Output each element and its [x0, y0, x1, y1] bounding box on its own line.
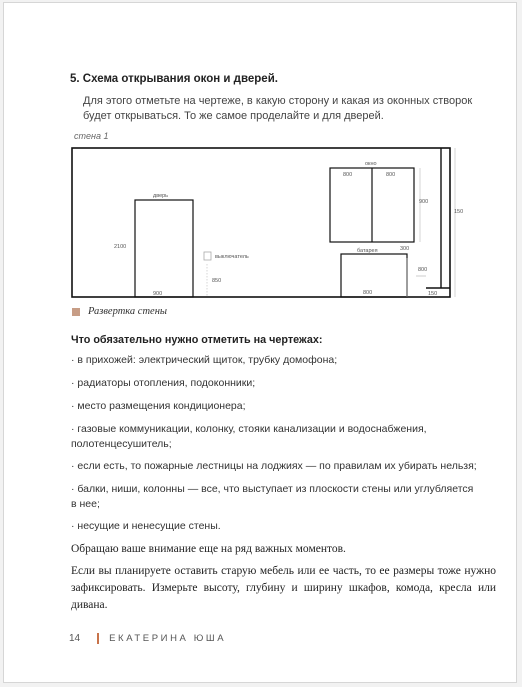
switch-height-label: 850: [212, 278, 222, 284]
page-number: 14: [69, 633, 81, 644]
door-height-label: 2100: [114, 244, 127, 250]
list-item: · газовые коммуникации, колонку, стояки канализации и водоснабжения, полотенцесушитель;: [71, 422, 427, 450]
battery-width-label: 800: [363, 290, 373, 296]
door-width-label: 900: [153, 291, 163, 297]
sill-height-label: 800: [418, 267, 428, 273]
window-height-label: 900: [419, 199, 429, 205]
checklist-title: Что обязательно нужно отметить на чертежах:: [71, 334, 323, 346]
section-intro: Для этого отметьте на чертеже, в какую сторону и какая из оконных створок будет открываться. То же самое проделайте и для дверей.: [83, 95, 473, 122]
figure-caption: [72, 306, 167, 317]
wall-height-label: 150: [454, 209, 464, 215]
checklist: [71, 353, 481, 542]
paragraph-furniture: Если вы планируете оставить старую мебель или ее часть, то ее размеры тоже нужно зафиксировать. Измерьте высоту, глубину и ширину шкафов, комода, кресла или дивана.: [71, 565, 496, 611]
door-label: дверь: [153, 193, 169, 199]
list-item: · место размещения кондиционера;: [71, 400, 246, 412]
page-footer: [69, 633, 226, 644]
paragraph-attention: Обращаю ваше внимание еще на ряд важных моментов.: [71, 543, 346, 555]
caption-swatch-icon: [72, 308, 80, 316]
wall-outline: [72, 148, 450, 297]
window-left-width-label: 800: [343, 172, 353, 178]
window-label: окно: [365, 161, 377, 167]
list-item: · радиаторы отопления, подоконники;: [71, 376, 256, 389]
door-shape: [135, 200, 193, 297]
list-item: · балки, ниши, колонны — все, что выступает из плоскости стены или углубляется в нее;: [71, 482, 474, 510]
niche-depth-label: 150: [428, 291, 438, 297]
battery-offset-label: 300: [400, 246, 410, 252]
switch-shape: [204, 252, 211, 260]
wall-label: стена 1: [74, 131, 109, 141]
list-item: · если есть, то пожарные лестницы на лоджиях — по правилам их убирать нельзя;: [71, 460, 477, 472]
window-right-width-label: 800: [386, 172, 396, 178]
section-title: 5. Схема открывания окон и дверей.: [70, 73, 278, 85]
caption-text: Развертка стены: [88, 306, 168, 317]
battery-label: батарея: [357, 248, 378, 254]
battery-shape: [341, 254, 407, 297]
footer-divider: [97, 633, 99, 644]
list-item: · несущие и ненесущие стены.: [71, 520, 221, 532]
switch-label: выключатель: [215, 254, 249, 260]
list-item: · в прихожей: электрический щиток, трубку домофона;: [71, 354, 338, 366]
author-name: ЕКАТЕРИНА ЮША: [109, 633, 227, 644]
